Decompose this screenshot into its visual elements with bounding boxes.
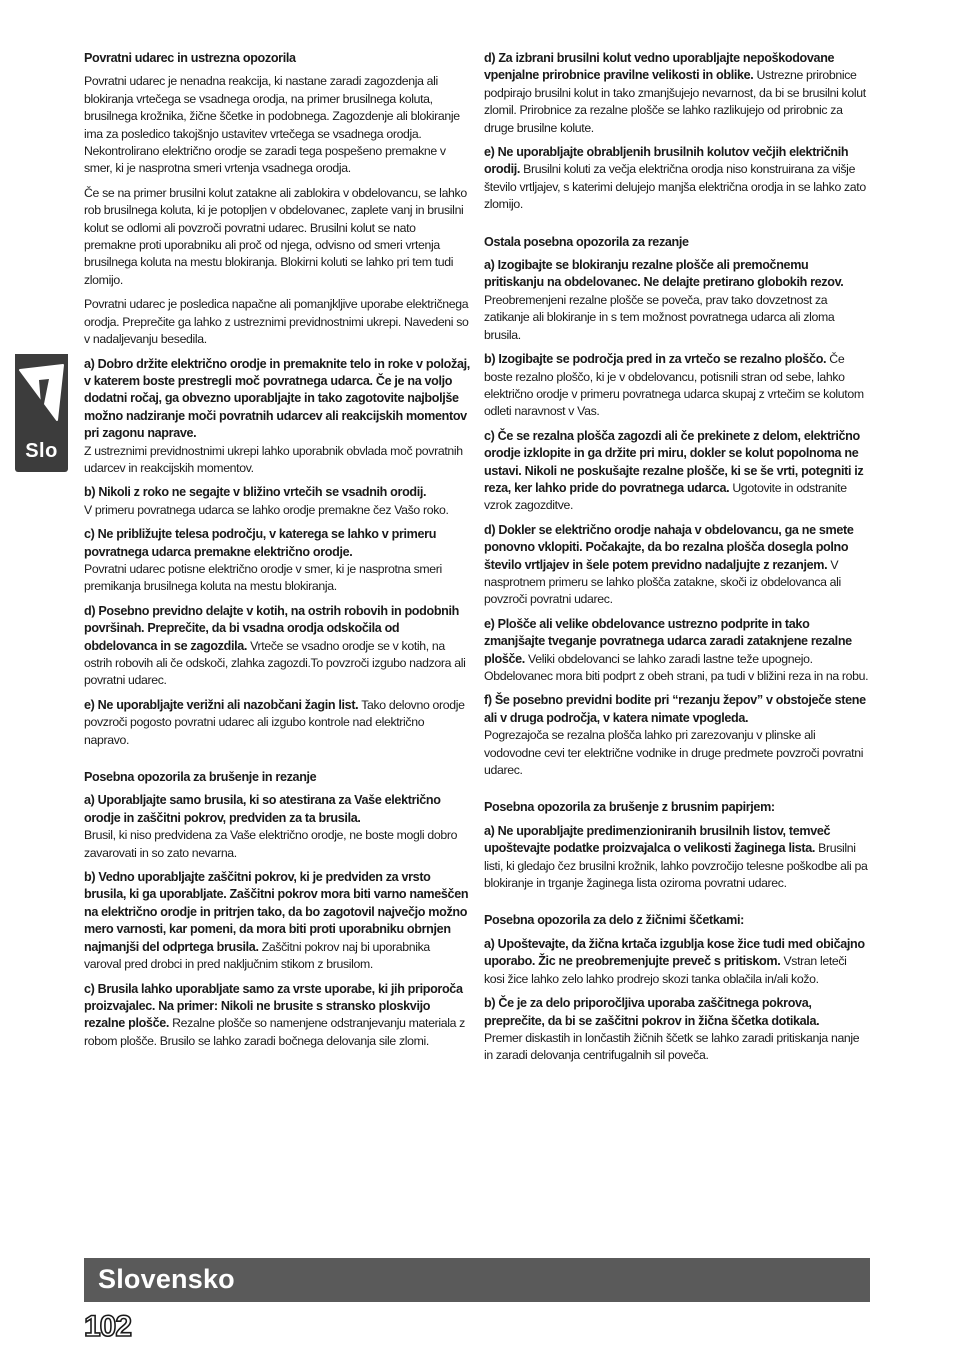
warning-item-text: V nasprotnem primeru se lahko plošča zatakne, skoči iz obdelovanca ali povzroči povratni udarec.	[484, 557, 841, 607]
paragraph: Povratni udarec je posledica napačne ali pomanjkljive uporabe električnega orodja. Preprečite ga lahko z ustreznimi previdnostnimi ukrepi. Navedeni so v nadaljevanju besedila.	[84, 297, 469, 347]
warning-item	[484, 522, 870, 609]
warning-item-heading: b) Izogibajte se področja pred in za vrtečo se rezalno ploščo.	[484, 352, 827, 367]
warning-item-heading: a) Ne uporabljajte predimenzioniranih brusilnih listov, temveč upoštevajte podatke proizvajalca o velikosti žaginega lista.	[484, 823, 831, 856]
warning-item-text: Vstran leteči kosi žice lahko zelo lahko prodrejo skozi tanka oblačila in/ali kožo.	[484, 954, 847, 986]
warning-item-heading: a) Izogibajte se blokiranju rezalne plošče ali premočnemu pritiskanju na obdelovanec. Ne delajte pretirano globokih rezov.	[484, 258, 844, 290]
warning-item	[484, 144, 870, 214]
section-heading: Ostala posebna opozorila za rezanje	[484, 234, 689, 249]
paragraph: Če se na primer brusilni kolut zatakne ali zablokira v obdelovancu, se lahko rob brusilnega koluta, ki je potopljen v obdelovanec, zaplete vanj in brusilni kolut se odlomi ali povzroči povratni udarec. Brusilni kolut se nato premakne proti uporabniku ali proč od njega, odvisno od smeri vrtenja brusilnega koluta na mestu blokiranja. Blokirni koluti se lahko pri tem tudi zlomijo.	[84, 185, 467, 287]
warning-item	[84, 356, 470, 478]
warning-item-heading: e) Plošče ali velike obdelovance ustrezno podprite in tako zmanjšajte tveganje povratnega udarca zaradi zataknjene rezalne plošče.	[484, 616, 852, 666]
warning-item-heading: e) Ne uporabljajte obrabljenih brusilnih kolutov večjih električnih orodij.	[484, 145, 849, 177]
warning-item-heading: d) Za izbrani brusilni kolut vedno uporabljajte nepoškodovane vpenjalne prirobnice pravilne velikosti in oblike.	[484, 51, 835, 83]
warning-item	[484, 995, 870, 1065]
warning-item	[484, 936, 870, 988]
warning-item-heading: d) Posebno previdno delajte v kotih, na ostrih robovih in podobnih površinah. Preprečite, da bi vsadna orodja odskočila od obdelovanca in se zagozdila.	[84, 603, 460, 653]
warning-item-text: Ugotovite in odstranite vzrok zagozditve.	[484, 480, 847, 513]
warning-item	[484, 50, 870, 137]
warning-item-heading: a) Upoštevajte, da žična krtača izgublja kose žice tudi med običajno uporabo. Žic ne preobremenjujte preveč s pritiskom.	[484, 936, 865, 969]
warning-item-heading: c) Brusila lahko uporabljate samo za vrste uporabe, ki jih priporoča proizvajalec. Na primer: Nikoli ne brusite s stransko ploskvijo rezalne plošče.	[84, 981, 463, 1031]
warning-item-text: Rezalne plošče so namenjene odstranjevanju materiala z robom plošče. Brusilo se lahko zaradi bočnega delovanja sile zlomi.	[84, 1016, 465, 1048]
section-title: Slovensko	[98, 1264, 235, 1294]
section-heading: Povratni udarec in ustrezna opozorila	[84, 51, 296, 65]
warning-item-text: Brusil, ki niso predvidena za Vaše električno orodje, ne boste mogli dobro zavarovati in so zato nevarna.	[84, 828, 458, 860]
section-heading: Posebna opozorila za brušenje in rezanje	[84, 770, 317, 785]
warning-item-text: Z ustreznimi previdnostnimi ukrepi lahko uporabnik obvlada moč povratnih udarcev in reakcijskih momentov.	[84, 443, 463, 475]
language-code: Slo	[25, 440, 58, 462]
warning-item-text: Veliki obdelovanci se lahko zaradi lastne teže upognejo. Obdelovanec mora biti podprt z obeh strani, pa tudi v bližini reza in na robu.	[484, 651, 869, 683]
warning-item	[84, 981, 470, 1051]
warning-item-text: Če boste rezalno ploščo, ki je v obdelovancu, potisnili stran od sebe, lahko električno orodje v primeru povratnega udarca skupaj z vrtečim se kolutom odleti naravnost v Vas.	[484, 352, 864, 419]
warning-item-text: Brusilni listi, ki gledajo čez brusilni krožnik, lahko povzročijo telesne poškodbe ali pa blokiranje in trganje žaginega lista oziroma povratni udarec.	[484, 841, 868, 891]
warning-item	[84, 526, 470, 596]
section-title-bar	[84, 1258, 870, 1302]
warning-triangle-icon	[17, 362, 66, 428]
warning-item	[84, 484, 470, 519]
language-side-tab	[15, 354, 68, 472]
warning-item-heading: b) Če je za delo priporočljiva uporaba zaščitnega pokrova, preprečite, da bi se zaščitni pokrov in žična ščetka dotikala.	[484, 996, 820, 1028]
warning-item	[84, 792, 470, 862]
paragraph: Povratni udarec je nenadna reakcija, ki nastane zaradi zagozdenja ali blokiranja vrtečega se vsadnega orodja, na primer brusilnega koluta, brusilnega krožnika, žične ščetke in podobnega. Zagozdenje ali blokiranje ima za posledico takojšnjo ustavitev vrtečega se vsadnega orodja. Nekontrolirano električno orodje se zaradi tega pospešeno premakne v smer, ki je nasprotna smeri vrtenja vsadnega orodja.	[84, 74, 460, 176]
warning-item	[84, 697, 470, 749]
right-text-column	[484, 50, 870, 1072]
warning-item-heading: e) Ne uporabljajte verižni ali nazobčani žagin list.	[84, 697, 359, 712]
warning-item-heading: a) Dobro držite električno orodje in premaknite telo in roke v položaj, v katerem boste prestregli moč povratnega udarca. Če je na voljo dodatni ročaj, ga obvezno uporabljajte in tako zagotovite najboljše možno nadziranje moči povratnih udarcev ali reakcijskih momentov pri zagonu naprave.	[84, 356, 470, 441]
section-heading: Posebna opozorila za brušenje z brusnim papirjem:	[484, 800, 775, 815]
warning-item	[484, 823, 870, 893]
warning-item-heading: b) Nikoli z roko ne segajte v bližino vrtečih se vsadnih orodij.	[84, 485, 427, 500]
warning-item-text: Preobremenjeni rezalne plošče se poveča, prav tako dovzetnost za zatikanje ali blokiranje in s tem možnost povratnega udarca ali zloma brusila.	[484, 292, 835, 342]
left-text-column	[84, 50, 470, 1057]
warning-item	[484, 257, 870, 344]
warning-item-text: Ustrezne prirobnice podpirajo brusilni kolut in tako zmanjšujejo nevarnost, da bi se brusilni kolut zlomil. Prirobnice za rezalne plošče se lahko razlikujejo od prirobnic za druge brusilne kolute.	[484, 68, 866, 135]
warning-item-text: V primeru povratnega udarca se lahko orodje premakne čez Vašo roko.	[84, 502, 449, 517]
warning-item	[484, 428, 870, 515]
warning-item	[84, 603, 470, 690]
warning-item-text: Premer diskastih in lončastih žičnih ščetk se lahko zaradi pritiskanja nanje in zaradi delovanja centrifugalnih sil poveča.	[484, 1030, 860, 1063]
warning-item-heading: c) Če se rezalna plošča zagozdi ali če prekinete z delom, električno orodje izklopite in ga držite pri miru, dokler se kolut popolnoma ne ustavi. Nikoli ne poskušajte rezalne plošče, ki se še vrti, potegniti iz reza, ker lahko pride do povratnega udarca.	[484, 428, 864, 495]
warning-item	[484, 692, 870, 779]
warning-item-text: Brusilni koluti za večja električna orodja niso konstruirana za višje število vrtljajev, s katerimi delujejo manjša električna orodja in se lahko zato zlomijo.	[484, 162, 866, 212]
warning-item-text: Tako delovno orodje povzroči pogosto povratni udarec ali izgubo kontrole nad električno napravo.	[84, 697, 465, 747]
section-heading: Posebna opozorila za delo z žičnimi ščetkami:	[484, 913, 744, 928]
warning-item	[484, 351, 870, 421]
warning-item-heading: b) Vedno uporabljajte zaščitni pokrov, ki je predviden za vrsto brusila, ki ga uporabljate. Zaščitni pokrov mora biti varno nameščen na električno orodje in pritrjen tako, da bo zagotovil največjo možno mero varnosti, kar pomeni, da mora biti proti uporabniku obrnjen najmanjši del odprtega brusila.	[84, 870, 469, 954]
warning-item-text: Zaščitni pokrov naj bi uporabnika varoval pred drobci in pred naključnim stikom z brusilom.	[84, 939, 430, 972]
warning-item-heading: c) Ne približujte telesa področju, v katerega se lahko v primeru povratnega udarca premakne električno orodje.	[84, 527, 437, 559]
warning-item-heading: f) Še posebno previdni bodite pri “rezanju žepov” v obstoječe stene ali v druga področja, v katera nimate vpogleda.	[484, 693, 866, 725]
warning-item	[84, 869, 470, 973]
page-number: 102	[84, 1310, 132, 1343]
warning-item-heading: a) Uporabljajte samo brusila, ki so atestirana za Vaše električno orodje in zaščitni pokrov, predviden za ta brusila.	[84, 793, 441, 825]
warning-item-text: Pogrezajoča se rezalna plošča lahko pri zarezovanju v plinske ali vodovodne cevi ter električne vodnike in druge predmete povzroči povratni udarec.	[484, 728, 864, 778]
warning-item	[484, 616, 870, 686]
warning-item-text: Vrteče se vsadno orodje se v kotih, na ostrih robovih ali če odskoči, zlahka zagozdi.To povzroči izgubo nadzora ali povratni udarec.	[84, 638, 466, 688]
warning-item-text: Povratni udarec potisne električno orodje v smer, ki je nasprotna smeri premikanja brusilnega koluta na mestu blokiranja.	[84, 561, 442, 594]
warning-item-heading: d) Dokler se električno orodje nahaja v obdelovancu, ga ne smete ponovno vklopiti. Počakajte, da bo rezalna plošča dosegla polno število vrtljajev in šele potem previdno nadaljujte z rezanjem.	[484, 522, 854, 572]
